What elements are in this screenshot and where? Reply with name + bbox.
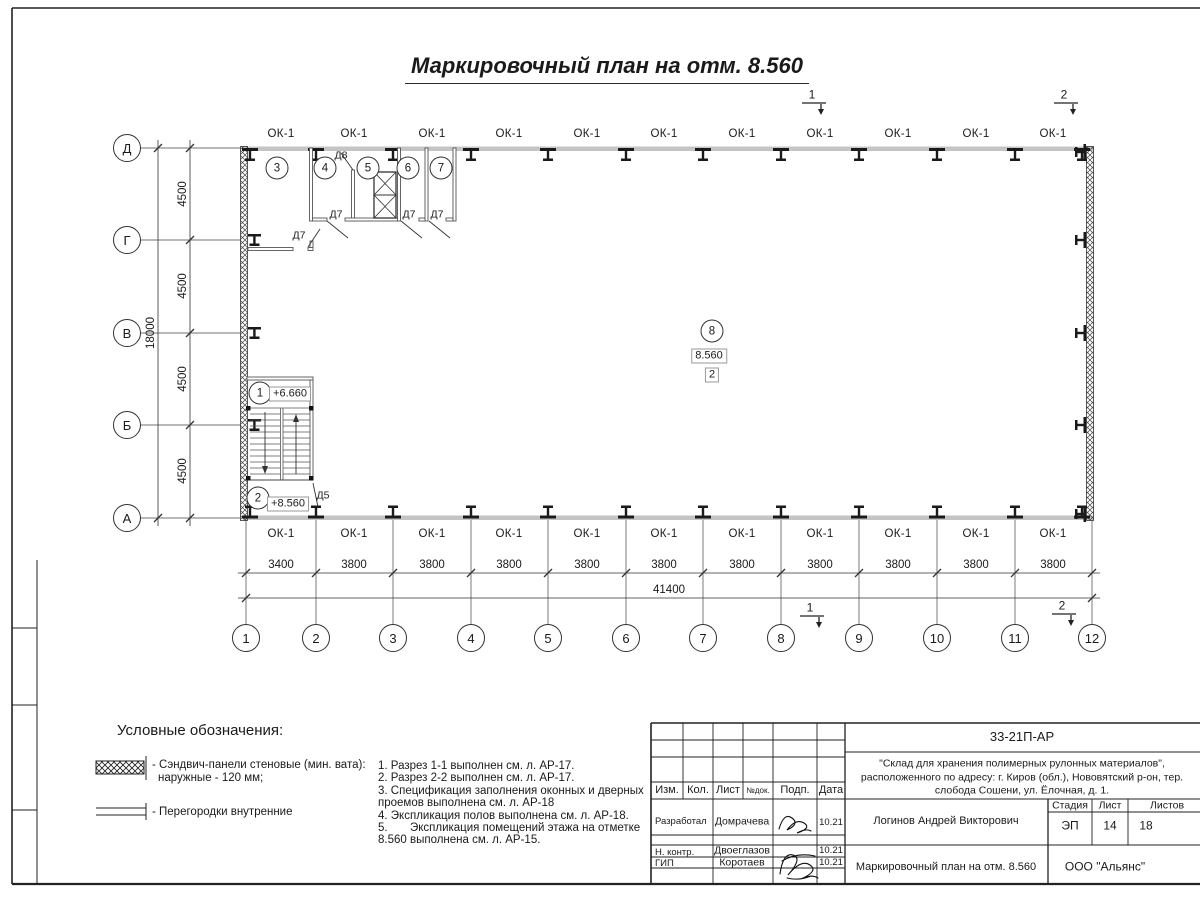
- door-label-d7: Д7: [329, 208, 343, 221]
- legend-item-partitions: - Перегородки внутренние: [152, 806, 293, 818]
- dim-value: 4500: [177, 273, 189, 299]
- door-label-d5: Д5: [316, 489, 330, 502]
- window-label: ОК-1: [418, 527, 446, 540]
- section-marks: [800, 103, 1078, 628]
- stage-value: ЭП: [1061, 818, 1079, 833]
- legend-item-sandwich-panels-2: наружные - 120 мм;: [158, 772, 264, 784]
- axis-bubble-7: 7: [689, 624, 717, 652]
- date-normcontrol: 10.21: [819, 845, 843, 857]
- room-bubble-7: 7: [430, 157, 453, 180]
- axis-bubble-g: Г: [113, 226, 141, 254]
- window-label: ОК-1: [573, 127, 601, 140]
- door-label-d8: Д8: [334, 149, 348, 162]
- axis-bubble-a: А: [113, 504, 141, 532]
- dim-value: 3800: [419, 558, 445, 571]
- dim-value: 4500: [177, 181, 189, 207]
- window-label: ОК-1: [340, 527, 368, 540]
- elevation-box: +8.560: [267, 497, 309, 512]
- legend-symbols: [96, 756, 146, 820]
- window-label: ОК-1: [728, 127, 756, 140]
- axis-bubble-1: 1: [232, 624, 260, 652]
- page-title: Маркировочный план на отм. 8.560: [405, 53, 809, 84]
- window-label: ОК-1: [1039, 127, 1067, 140]
- room-bubble-6: 6: [397, 157, 420, 180]
- legend-item-sandwich-panels: - Сэндвич-панели стеновые (мин. вата):: [152, 759, 366, 771]
- window-label: ОК-1: [962, 127, 990, 140]
- date-developer: 10.21: [819, 817, 843, 829]
- doc-number: 33-21П-АР: [989, 729, 1055, 745]
- room-bubble-4: 4: [314, 157, 337, 180]
- window-label: ОК-1: [650, 527, 678, 540]
- room-bubble-3: 3: [266, 157, 289, 180]
- window-label: ОК-1: [340, 127, 368, 140]
- note-line: 5. Экспликация помещений этажа на отметке: [378, 822, 641, 834]
- note-line: 8.560 выполнена см. л. АР-15.: [378, 834, 541, 846]
- floor-number-box: 2: [705, 368, 719, 383]
- name-developer: Домрачева: [714, 815, 770, 828]
- window-label: ОК-1: [495, 527, 523, 540]
- col-podp: Подп.: [780, 784, 810, 797]
- dim-value: 4500: [177, 366, 189, 392]
- window-label: ОК-1: [806, 527, 834, 540]
- elevation-box: 8.560: [691, 349, 727, 364]
- date-gip: 10.21: [819, 857, 843, 869]
- window-label: ОК-1: [267, 527, 295, 540]
- note-line: 1. Разрез 1-1 выполнен см. л. АР-17.: [378, 760, 575, 772]
- dimension-lines: [154, 140, 1100, 602]
- col-data: Дата: [818, 784, 844, 797]
- col-list: Лист: [716, 784, 740, 797]
- window-label: ОК-1: [650, 127, 678, 140]
- col-izm: Изм.: [655, 784, 679, 797]
- legend-heading: Условные обозначения:: [117, 722, 284, 739]
- window-label: ОК-1: [495, 127, 523, 140]
- axis-bubble-11: 11: [1001, 624, 1029, 652]
- axis-bubble-6: 6: [612, 624, 640, 652]
- section-mark-1: 1: [806, 600, 814, 615]
- dim-value: 3800: [807, 558, 833, 571]
- door-label-d7: Д7: [430, 208, 444, 221]
- dim-value: 3800: [1040, 558, 1066, 571]
- door-label-d7: Д7: [402, 208, 416, 221]
- window-label: ОК-1: [884, 127, 912, 140]
- dim-value: 3800: [729, 558, 755, 571]
- perimeter-walls: [241, 147, 1095, 521]
- window-label: ОК-1: [884, 527, 912, 540]
- door-label-d7: Д7: [292, 229, 306, 242]
- room-bubble-1: 1: [249, 382, 272, 405]
- project-description: "Склад для хранения полимерных рулонных материалов",: [879, 757, 1165, 770]
- note-line: проемов выполнена см. л. АР-18: [378, 797, 555, 809]
- columns: [242, 144, 1090, 522]
- room-bubble-8: 8: [701, 320, 724, 343]
- sheets-total: 18: [1139, 818, 1153, 833]
- axis-bubble-v: В: [113, 319, 141, 347]
- note-line: 4. Экспликация полов выполнена см. л. АР-18.: [378, 810, 629, 822]
- window-label: ОК-1: [418, 127, 446, 140]
- axis-bubble-5: 5: [534, 624, 562, 652]
- axis-bubble-3: 3: [379, 624, 407, 652]
- axis-bubble-10: 10: [923, 624, 951, 652]
- axis-bubble-2: 2: [302, 624, 330, 652]
- room-bubble-5: 5: [357, 157, 380, 180]
- window-label: ОК-1: [728, 527, 756, 540]
- section-mark-2: 2: [1060, 87, 1068, 102]
- dim-value: 3800: [885, 558, 911, 571]
- dim-total: 18000: [145, 317, 157, 349]
- room-bubble-2: 2: [247, 487, 270, 510]
- axis-bubble-12: 12: [1078, 624, 1106, 652]
- axis-bubble-b: Б: [113, 411, 141, 439]
- axis-bubble-9: 9: [845, 624, 873, 652]
- dim-value: 3800: [496, 558, 522, 571]
- section-mark-2: 2: [1058, 598, 1066, 613]
- dim-value: 4500: [177, 458, 189, 484]
- window-label: ОК-1: [1039, 527, 1067, 540]
- role-gip: ГИП: [655, 858, 674, 869]
- shaft: [374, 172, 396, 218]
- signature-icon: [779, 816, 818, 879]
- axis-bubble-8: 8: [767, 624, 795, 652]
- window-label: ОК-1: [806, 127, 834, 140]
- sheet-title: Маркировочный план на отм. 8.560: [855, 861, 1037, 874]
- window-label: ОК-1: [267, 127, 295, 140]
- col-kol: Кол.: [687, 784, 709, 797]
- sheet-number: 14: [1103, 818, 1117, 833]
- axis-bubble-4: 4: [457, 624, 485, 652]
- dim-value: 3800: [341, 558, 367, 571]
- dim-total: 41400: [653, 583, 685, 596]
- project-description: слобода Сошени, ул. Ёлочная, д. 1.: [934, 784, 1110, 797]
- axis-bubble-d: Д: [113, 134, 141, 162]
- note-line: 3. Спецификация заполнения оконных и дверных: [378, 785, 644, 797]
- note-line: 2. Разрез 2-2 выполнен см. л. АР-17.: [378, 772, 575, 784]
- dim-value: 3400: [268, 558, 294, 571]
- name-gip: Коротаев: [719, 856, 765, 869]
- section-mark-1: 1: [808, 87, 816, 102]
- chief-name: Логинов Андрей Викторович: [873, 815, 1019, 828]
- stage-label: Стадия: [1052, 799, 1088, 812]
- sheet-label: Лист: [1098, 799, 1122, 812]
- company-name: ООО "Альянс": [1064, 859, 1146, 874]
- elevation-box: +6.660: [269, 387, 311, 402]
- dim-value: 3800: [574, 558, 600, 571]
- role-normcontrol: Н. контр.: [655, 847, 695, 858]
- sheets-label: Листов: [1149, 799, 1185, 812]
- project-description: расположенного по адресу: г. Киров (обл.), Нововятский р-он, тер.: [860, 771, 1184, 784]
- dim-value: 3800: [963, 558, 989, 571]
- role-developer: Разработал: [655, 816, 707, 827]
- window-label: ОК-1: [962, 527, 990, 540]
- col-ndok: №док.: [746, 785, 770, 795]
- name-normcontrol: Двоеглазов: [714, 844, 770, 857]
- window-label: ОК-1: [573, 527, 601, 540]
- dim-value: 3800: [651, 558, 677, 571]
